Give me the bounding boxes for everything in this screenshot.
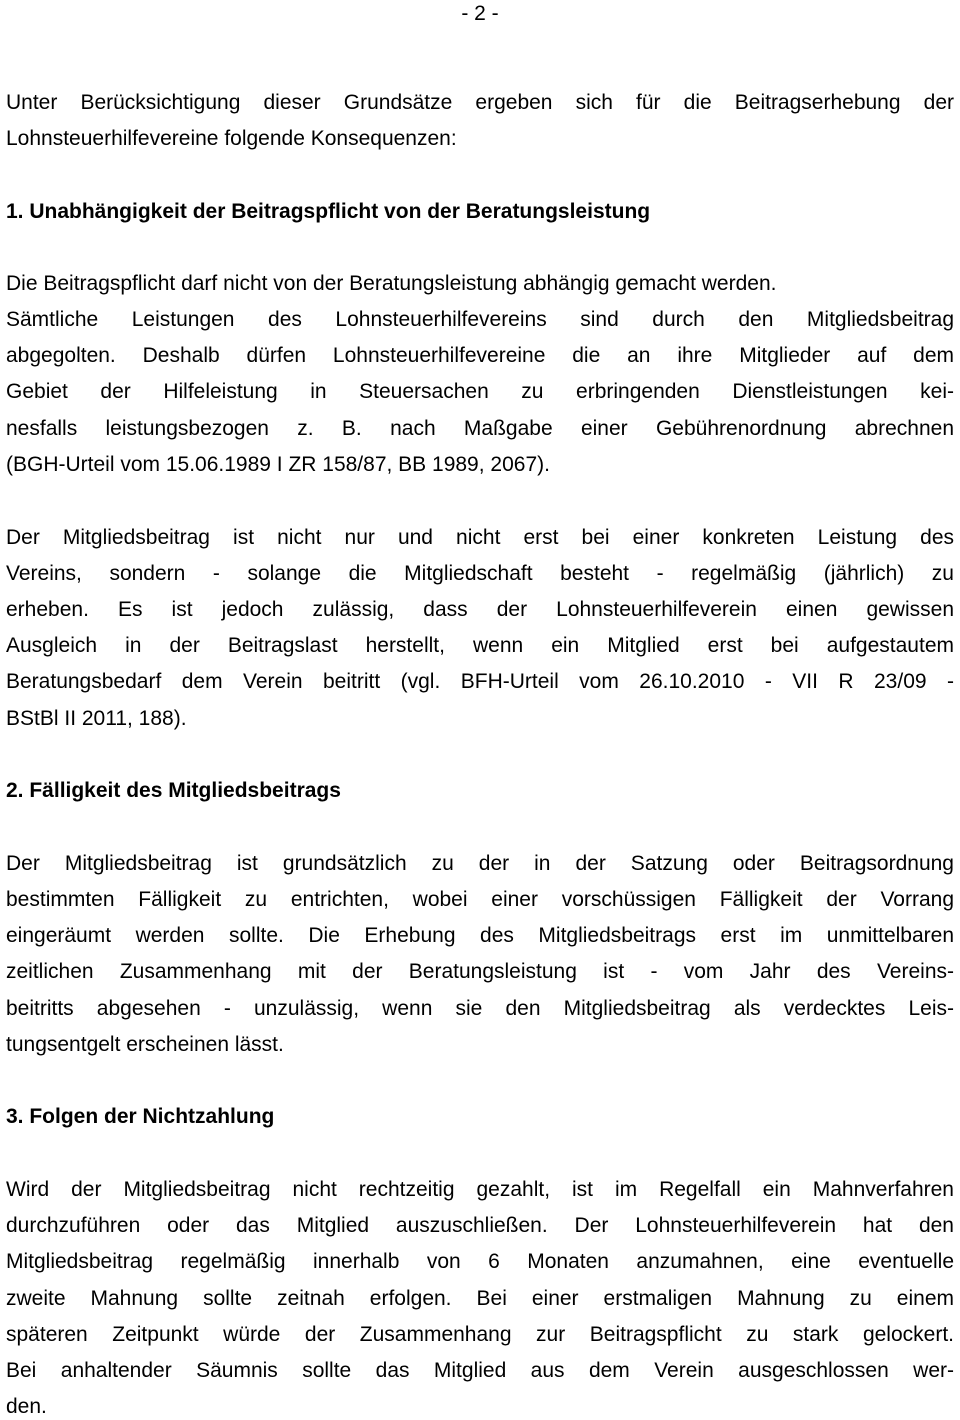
text-line: Beratungsbedarf dem Verein beitritt (vgl. BFH-Urteil vom 26.10.2010 - VII R 23/09 -: [6, 670, 954, 693]
text-line: Ausgleich in der Beitragslast herstellt, wenn ein Mitglied erst bei aufgestautem: [6, 634, 954, 657]
text-line: Der Mitgliedsbeitrag ist grundsätzlich zu der in der Satzung oder Beitragsordnung: [6, 852, 954, 875]
text-line: den.: [6, 1395, 47, 1418]
text-line: Sämtliche Leistungen des Lohnsteuerhilfevereins sind durch den Mitgliedsbeitrag: [6, 308, 954, 331]
text-line: nesfalls leistungsbezogen z. B. nach Maßgabe einer Gebührenordnung abrechnen: [6, 417, 954, 440]
text-line: tungsentgelt erscheinen lässt.: [6, 1033, 284, 1056]
text-line: abgegolten. Deshalb dürfen Lohnsteuerhilfevereine die an ihre Mitglieder auf dem: [6, 344, 954, 367]
text-line: Vereins, sondern - solange die Mitgliedschaft besteht - regelmäßig (jährlich) zu: [6, 562, 954, 585]
text-line: Unter Berücksichtigung dieser Grundsätze ergeben sich für die Beitragserhebung der: [6, 91, 954, 114]
text-line: Mitgliedsbeitrag regelmäßig innerhalb von 6 Monaten anzumahnen, eine eventuelle: [6, 1250, 954, 1273]
page-number: - 2 -: [461, 2, 499, 25]
section-heading-1: 1. Unabhängigkeit der Beitragspflicht von der Beratungsleistung: [6, 200, 651, 223]
text-line: zweite Mahnung sollte zeitnah erfolgen. Bei einer erstmaligen Mahnung zu einem: [6, 1287, 954, 1310]
text-line: bestimmten Fälligkeit zu entrichten, wobei einer vorschüssigen Fälligkeit der Vorrang: [6, 888, 954, 911]
text-line: BStBl II 2011, 188).: [6, 707, 187, 730]
text-line: Gebiet der Hilfeleistung in Steuersachen zu erbringenden Dienstleistungen kei-: [6, 380, 954, 403]
text-line: Die Beitragspflicht darf nicht von der Beratungsleistung abhängig gemacht werden.: [6, 272, 777, 295]
text-line: zeitlichen Zusammenhang mit der Beratungsleistung ist - vom Jahr des Vereins-: [6, 960, 954, 983]
text-line: Wird der Mitgliedsbeitrag nicht rechtzeitig gezahlt, ist im Regelfall ein Mahnverfahren: [6, 1178, 954, 1201]
text-line: (BGH-Urteil vom 15.06.1989 I ZR 158/87, BB 1989, 2067).: [6, 453, 550, 476]
text-line: Bei anhaltender Säumnis sollte das Mitglied aus dem Verein ausgeschlossen wer-: [6, 1359, 954, 1382]
text-line: Lohnsteuerhilfevereine folgende Konsequenzen:: [6, 127, 457, 150]
text-line: eingeräumt werden sollte. Die Erhebung des Mitgliedsbeitrags erst im unmittelbaren: [6, 924, 954, 947]
text-line: beitritts abgesehen - unzulässig, wenn sie den Mitgliedsbeitrag als verdecktes Leis-: [6, 997, 954, 1020]
section-heading-3: 3. Folgen der Nichtzahlung: [6, 1105, 275, 1128]
text-line: durchzuführen oder das Mitglied auszuschließen. Der Lohnsteuerhilfeverein hat den: [6, 1214, 954, 1237]
text-line: erheben. Es ist jedoch zulässig, dass der Lohnsteuerhilfeverein einen gewissen: [6, 598, 954, 621]
text-line: späteren Zeitpunkt würde der Zusammenhang zur Beitragspflicht zu stark gelockert.: [6, 1323, 954, 1346]
text-line: Der Mitgliedsbeitrag ist nicht nur und nicht erst bei einer konkreten Leistung des: [6, 526, 954, 549]
section-heading-2: 2. Fälligkeit des Mitgliedsbeitrags: [6, 779, 341, 802]
